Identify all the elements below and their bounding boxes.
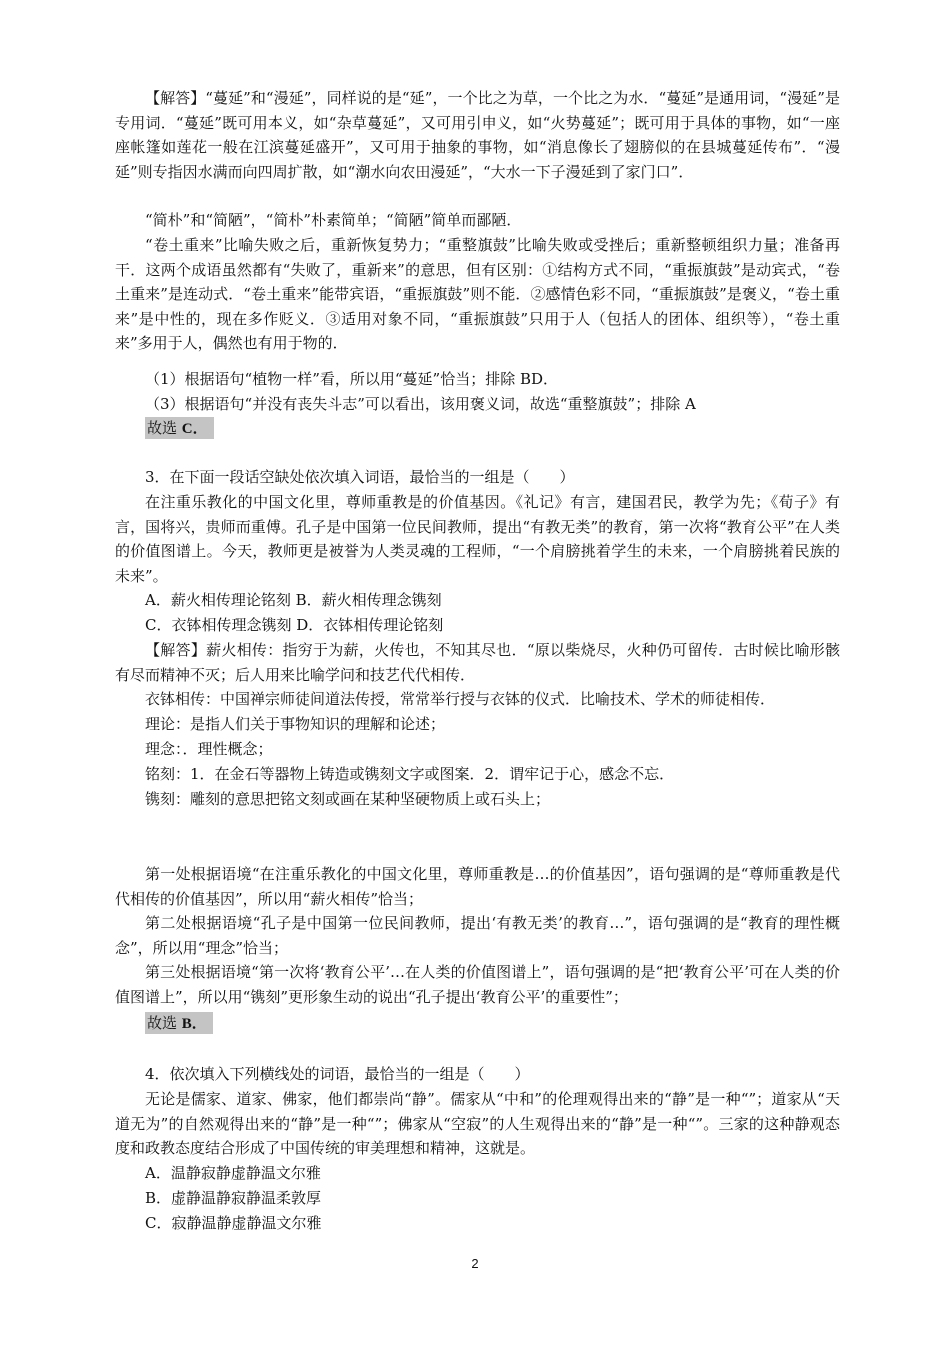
reasoning-blank-2: 第二处根据语境“孔子是中国第一位民间教师，提出‘有教无类’的教育…”，语句强调的是“教育的理性概念”，所以用“理念”恰当； (115, 914, 840, 957)
answer-paragraph-juantu: “卷土重来”比喻失败之后，重新恢复势力；“重整旗鼓”比喻失败或受挫后；重新整顿组织力量；准备再干．这两个成语虽然都有“失败了，重新来”的意思，但有区别：①结构方式不同，“重振旗鼓”是动宾式，“卷土重来”是连动式．“卷土重来”能带宾语，“重振旗鼓”则不能．②感情色彩不同，“重振旗鼓”是褒义，“卷土重来”是中性的，现在多作贬义．③适用对象不同，“重振旗鼓”只用于人（包括人的团体、组织等），“卷土重来”多用于人，偶然也有用于物的． (115, 236, 840, 352)
answer-prefix: 故选 (147, 419, 182, 437)
answer-paragraph-jianpu: “简朴”和“简陋”，“简朴”朴素简单；“简陋”简单而鄙陋． (145, 211, 522, 229)
answer-letter: B． (181, 1016, 207, 1032)
reasoning-blank-3: 第三处根据语境“第一次将‘教育公平’…在人类的价值图谱上”，语句强调的是“把‘教育公平’可在人类的价值图谱上”，所以用“镌刻”更形象生动的说出“孔子提出‘教育公平’的重要性”； (115, 963, 840, 1006)
definition-yibo: 衣钵相传：中国禅宗师徒间道法传授，常常举行授与衣钵的仪式．比喻技术、学术的师徒相传． (145, 690, 776, 708)
question-3-title: 3．在下面一段话空缺处依次填入词语，最恰当的一组是（ ） (145, 468, 575, 486)
question-3-answer: 【解答】薪火相传：指穷于为薪，火传也，不知其尽也．“原以柴烧尽，火种仍可留传．古时候比喻形骸有尽而精神不灭；后人用来比喻学问和技艺代代相传． (115, 641, 840, 684)
question-3-options-ab: A．薪火相传理论铭刻 B．薪火相传理念镌刻 (145, 591, 442, 609)
definition-mingke: 铭刻：1．在金石等器物上铸造或镌刻文字或图案．2．谓牢记于心，感念不忘． (145, 765, 675, 783)
definition-lilun: 理论：是指人们关于事物知识的理解和论述； (145, 715, 446, 733)
question-4-option-a: A．温静寂静虚静温文尔雅 (145, 1164, 321, 1182)
reason-line-3: （3）根据语句“并没有丧失斗志”可以看出，该用褒义词，故选“重整旗鼓”；排除 A (145, 395, 696, 413)
question-3-passage: 在注重乐教化的中国文化里，尊师重教是的价值基因。《礼记》有言，建国君民，教学为先；《荀子》有言，国将兴，贵师而重傅。孔子是中国第一位民间教师，提出“有教无类”的教育，第一次将“教育公平”在人类的价值图谱上。今天，教师更是被誉为人类灵魂的工程师，“一个肩膀挑着学生的未来，一个肩膀挑着民族的未来”。 (115, 493, 840, 585)
question-4-option-b: B．虚静温静寂静温柔敦厚 (145, 1189, 322, 1207)
question-4-title: 4．依次填入下列横线处的词语，最恰当的一组是（ ） (145, 1065, 530, 1083)
answer-paragraph-manyan: 【解答】“蔓延”和“漫延”，同样说的是“延”，一个比之为草，一个比之为水．“蔓延”是通用词，“漫延”是专用词．“蔓延”既可用本义，如“杂草蔓延”，又可用引申义，如“火势蔓延”；既可用于具体的事物，如“一座座帐篷如莲花一般在江滨蔓延盛开”，又可用于抽象的事物，如“消息像长了翅膀似的在县城蔓延传布”．“漫延”则专指因水满而向四周扩散，如“潮水向农田漫延”，“大水一下子漫延到了家门口”． (115, 89, 840, 181)
answer-prefix: 故选 (147, 1014, 182, 1032)
page-number: 2 (471, 1256, 479, 1271)
answer-letter: C． (181, 421, 208, 437)
definition-juanke: 镌刻：雕刻的意思把铭文刻或画在某种坚硬物质上或石头上； (145, 790, 551, 808)
reasoning-blank-1: 第一处根据语境“在注重乐教化的中国文化里，尊师重教是…的价值基因”，语句强调的是“尊师重教是代代相传的价值基因”，所以用“薪火相传”恰当； (115, 865, 840, 908)
question-4-option-c: C．寂静温静虚静温文尔雅 (145, 1214, 322, 1232)
reason-line-1: （1）根据语句“植物一样”看，所以用“蔓延”恰当；排除 BD． (145, 370, 559, 388)
answer-choice-c (145, 417, 214, 439)
question-3-options-cd: C．衣钵相传理念镌刻 D．衣钵相传理论铭刻 (145, 616, 444, 634)
definition-linian: 理念：．理性概念； (145, 740, 273, 758)
question-4-passage: 无论是儒家、道家、佛家，他们都崇尚“静”。儒家从“中和”的伦理观得出来的“静”是一种“”；道家从“天道无为”的自然观得出来的“静”是一种“”；佛家从“空寂”的人生观得出来的“静”是一种“”。三家的这种静观态度和政教态度结合形成了中国传统的审美理想和精神，这就是。 (115, 1090, 840, 1157)
answer-choice-b (145, 1012, 213, 1034)
